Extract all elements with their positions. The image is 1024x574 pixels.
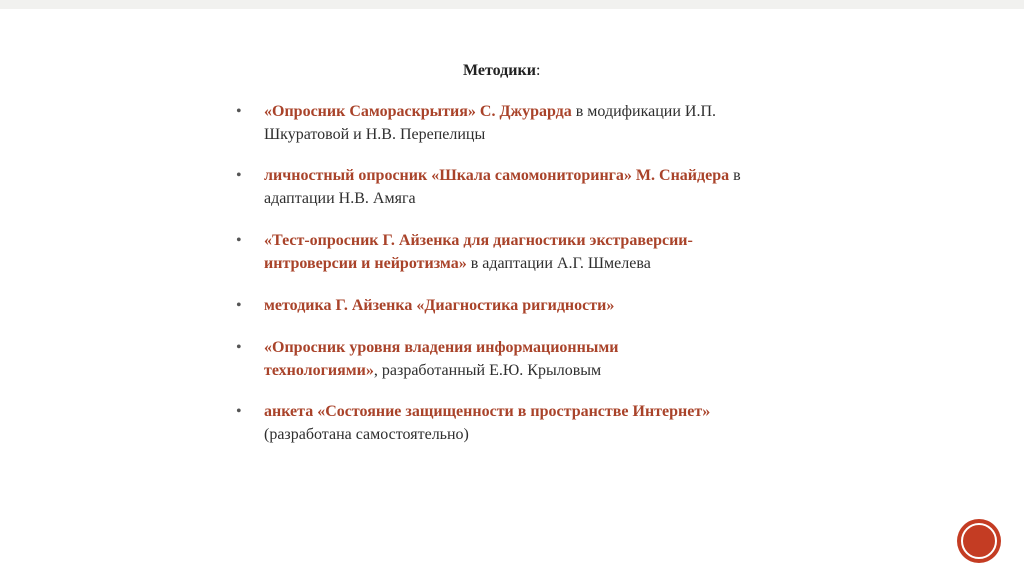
bullet-icon: • (236, 339, 242, 356)
bullet-icon: • (236, 403, 242, 420)
item-text: в адаптации Н.В. Амяга (264, 167, 741, 207)
slide-heading (463, 62, 540, 80)
item-highlight: «Опросник уровня владения информационными технологиями» (264, 339, 619, 379)
bullet-icon: • (236, 103, 242, 120)
item-highlight: «Тест-опросник Г. Айзенка для диагностики экстраверсии-интроверсии и нейротизма» (264, 232, 693, 272)
item-highlight: «Опросник Самораскрытия» С. Джурарда (264, 103, 572, 120)
bullet-icon: • (236, 232, 242, 249)
item-text: (разработана самостоятельно) (264, 426, 469, 443)
heading-text: Методики (463, 62, 536, 79)
item-text: в модификации И.П. Шкуратовой и Н.В. Перепелицы (264, 103, 717, 143)
heading-colon: : (535, 62, 541, 79)
item-highlight: методика Г. Айзенка «Диагностика ригидности» (264, 297, 615, 314)
bullet-icon: • (236, 297, 242, 314)
methods-list (236, 100, 796, 446)
list-item (236, 229, 796, 275)
top-border (0, 0, 1024, 9)
item-text: , разработанный Е.Ю. Крыловым (373, 362, 602, 379)
list-item (236, 100, 796, 146)
item-text: в адаптации А.Г. Шмелева (466, 255, 651, 272)
bullet-icon: • (236, 167, 242, 184)
item-highlight: анкета «Состояние защищенности в пространстве Интернет» (264, 403, 711, 420)
corner-circle-icon (958, 520, 1000, 562)
corner-ring (961, 523, 997, 559)
list-item (236, 336, 796, 382)
list-item (236, 294, 796, 317)
list-item (236, 164, 796, 210)
item-highlight: личностный опросник «Шкала самомониторинга» М. Снайдера (264, 167, 730, 184)
list-item (236, 400, 796, 446)
